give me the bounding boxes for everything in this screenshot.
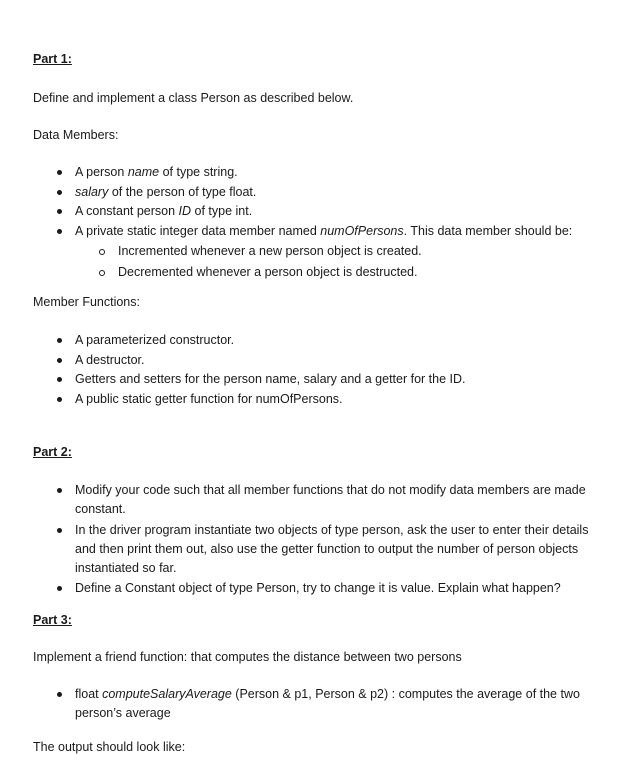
sub-list-item: Incremented whenever a new person object is created.	[97, 241, 599, 262]
part3-heading: Part 3:	[33, 613, 72, 627]
sub-list	[97, 241, 599, 283]
data-members-label: Data Members:	[33, 128, 119, 142]
part3-list	[54, 685, 599, 723]
member-functions-list	[54, 331, 599, 409]
part1-intro: Define and implement a class Person as described below.	[33, 91, 354, 105]
list-item: Getters and setters for the person name, salary and a getter for the ID.	[54, 370, 599, 390]
part2-list	[54, 481, 599, 598]
sub-list-item: Decremented whenever a person object is destructed.	[97, 262, 599, 283]
part1-heading: Part 1:	[33, 52, 72, 66]
list-item: Modify your code such that all member functions that do not modify data members are made constant.	[54, 481, 599, 519]
list-item: A private static integer data member named numOfPersons. This data member should be: Incremented whenever a new person object is created. Decremented whenever a person object is destructed.	[54, 222, 599, 284]
list-item: In the driver program instantiate two objects of type person, ask the user to enter their details and then print them out, also use the getter function to output the number of person objects instantiated so far.	[54, 521, 599, 578]
list-item: A destructor.	[54, 351, 599, 371]
member-functions-label: Member Functions:	[33, 295, 140, 309]
list-item: A parameterized constructor.	[54, 331, 599, 351]
list-item: salary of the person of type float.	[54, 183, 599, 203]
part3-intro: Implement a friend function: that computes the distance between two persons	[33, 650, 462, 664]
list-item: A person name of type string.	[54, 163, 599, 183]
output-label: The output should look like:	[33, 740, 186, 754]
list-item: A public static getter function for numOfPersons.	[54, 390, 599, 410]
list-item: A constant person ID of type int.	[54, 202, 599, 222]
list-item: Define a Constant object of type Person, try to change it is value. Explain what happen?	[54, 579, 599, 598]
list-item: float computeSalaryAverage (Person & p1, Person & p2) : computes the average of the two person’s average	[54, 685, 599, 723]
data-members-list	[54, 163, 599, 283]
part2-heading: Part 2:	[33, 445, 72, 459]
